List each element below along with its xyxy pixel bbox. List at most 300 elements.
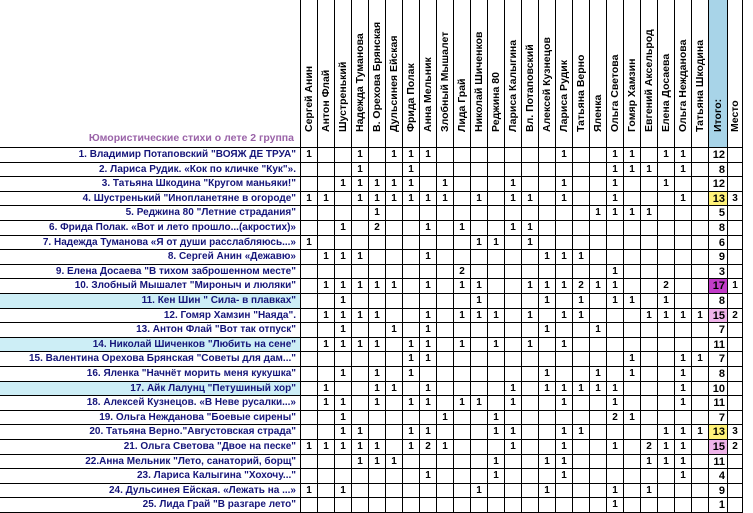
vote-cell[interactable]: 1 xyxy=(403,396,420,411)
vote-cell[interactable] xyxy=(437,265,454,280)
vote-cell[interactable] xyxy=(301,221,318,236)
vote-cell[interactable]: 1 xyxy=(573,250,590,265)
vote-cell[interactable] xyxy=(369,265,386,280)
vote-cell[interactable] xyxy=(658,352,675,367)
vote-cell[interactable] xyxy=(641,250,658,265)
vote-cell[interactable] xyxy=(454,163,471,178)
vote-cell[interactable]: 1 xyxy=(386,148,403,163)
place-cell[interactable] xyxy=(728,352,743,367)
vote-cell[interactable] xyxy=(590,192,607,207)
vote-cell[interactable] xyxy=(335,352,352,367)
vote-cell[interactable] xyxy=(386,367,403,382)
vote-cell[interactable]: 1 xyxy=(488,411,505,426)
vote-cell[interactable]: 1 xyxy=(624,163,641,178)
vote-cell[interactable] xyxy=(556,206,573,221)
vote-cell[interactable] xyxy=(675,294,692,309)
vote-cell[interactable] xyxy=(573,148,590,163)
vote-cell[interactable] xyxy=(573,469,590,484)
vote-cell[interactable]: 1 xyxy=(352,455,369,470)
vote-cell[interactable] xyxy=(471,265,488,280)
column-header[interactable] xyxy=(352,0,369,148)
vote-cell[interactable]: 1 xyxy=(386,455,403,470)
row-title[interactable]: 25. Лида Грай "В разгаре лето" xyxy=(0,498,301,513)
vote-cell[interactable] xyxy=(641,323,658,338)
vote-cell[interactable] xyxy=(352,469,369,484)
vote-cell[interactable]: 1 xyxy=(335,294,352,309)
vote-cell[interactable] xyxy=(539,352,556,367)
vote-cell[interactable] xyxy=(454,411,471,426)
vote-cell[interactable] xyxy=(403,484,420,499)
vote-cell[interactable] xyxy=(692,382,709,397)
vote-cell[interactable] xyxy=(692,294,709,309)
vote-cell[interactable]: 1 xyxy=(318,279,335,294)
vote-cell[interactable]: 1 xyxy=(556,309,573,324)
column-header[interactable] xyxy=(522,0,539,148)
vote-cell[interactable] xyxy=(454,455,471,470)
vote-cell[interactable]: 1 xyxy=(335,411,352,426)
vote-cell[interactable]: 1 xyxy=(420,309,437,324)
vote-cell[interactable] xyxy=(369,498,386,513)
vote-cell[interactable]: 1 xyxy=(352,192,369,207)
vote-cell[interactable]: 1 xyxy=(301,192,318,207)
total-cell[interactable]: 17 xyxy=(709,279,728,294)
vote-cell[interactable] xyxy=(301,455,318,470)
vote-cell[interactable] xyxy=(471,221,488,236)
vote-cell[interactable]: 1 xyxy=(301,236,318,251)
total-cell[interactable]: 8 xyxy=(709,294,728,309)
vote-cell[interactable] xyxy=(641,411,658,426)
vote-cell[interactable]: 1 xyxy=(607,484,624,499)
vote-cell[interactable] xyxy=(658,498,675,513)
vote-cell[interactable]: 1 xyxy=(607,265,624,280)
vote-cell[interactable] xyxy=(692,250,709,265)
vote-cell[interactable] xyxy=(505,338,522,353)
column-header[interactable] xyxy=(369,0,386,148)
place-cell[interactable] xyxy=(728,382,743,397)
vote-cell[interactable] xyxy=(505,484,522,499)
column-header[interactable] xyxy=(471,0,488,148)
vote-cell[interactable]: 1 xyxy=(556,396,573,411)
vote-cell[interactable]: 1 xyxy=(675,440,692,455)
vote-cell[interactable]: 1 xyxy=(539,367,556,382)
vote-cell[interactable] xyxy=(539,396,556,411)
vote-cell[interactable]: 1 xyxy=(403,425,420,440)
vote-cell[interactable] xyxy=(522,148,539,163)
vote-cell[interactable] xyxy=(692,192,709,207)
column-header[interactable] xyxy=(658,0,675,148)
vote-cell[interactable]: 1 xyxy=(335,367,352,382)
place-cell[interactable]: 2 xyxy=(728,309,743,324)
vote-cell[interactable] xyxy=(573,498,590,513)
vote-cell[interactable] xyxy=(539,338,556,353)
vote-cell[interactable]: 1 xyxy=(675,382,692,397)
vote-cell[interactable] xyxy=(522,352,539,367)
vote-cell[interactable] xyxy=(505,236,522,251)
vote-cell[interactable]: 1 xyxy=(539,250,556,265)
vote-cell[interactable]: 1 xyxy=(522,192,539,207)
total-cell[interactable]: 7 xyxy=(709,411,728,426)
vote-cell[interactable] xyxy=(573,177,590,192)
total-cell[interactable]: 8 xyxy=(709,367,728,382)
vote-cell[interactable]: 1 xyxy=(301,484,318,499)
vote-cell[interactable]: 1 xyxy=(352,309,369,324)
row-title[interactable]: 22.Анна Мельник "Лето, санаторий, борщ" xyxy=(0,455,301,470)
vote-cell[interactable] xyxy=(488,250,505,265)
vote-cell[interactable] xyxy=(437,294,454,309)
vote-cell[interactable]: 1 xyxy=(590,323,607,338)
vote-cell[interactable]: 1 xyxy=(420,338,437,353)
vote-cell[interactable]: 1 xyxy=(590,382,607,397)
vote-cell[interactable] xyxy=(590,221,607,236)
vote-cell[interactable] xyxy=(607,367,624,382)
vote-cell[interactable] xyxy=(335,236,352,251)
vote-cell[interactable]: 1 xyxy=(590,367,607,382)
vote-cell[interactable] xyxy=(590,163,607,178)
vote-cell[interactable] xyxy=(437,338,454,353)
vote-cell[interactable] xyxy=(420,294,437,309)
vote-cell[interactable] xyxy=(522,382,539,397)
vote-cell[interactable] xyxy=(437,469,454,484)
vote-cell[interactable]: 1 xyxy=(505,425,522,440)
vote-cell[interactable]: 1 xyxy=(437,177,454,192)
vote-cell[interactable] xyxy=(505,469,522,484)
vote-cell[interactable]: 1 xyxy=(386,279,403,294)
vote-cell[interactable]: 1 xyxy=(318,250,335,265)
vote-cell[interactable] xyxy=(386,352,403,367)
vote-cell[interactable] xyxy=(488,367,505,382)
vote-cell[interactable] xyxy=(352,382,369,397)
vote-cell[interactable] xyxy=(437,323,454,338)
vote-cell[interactable] xyxy=(641,279,658,294)
vote-cell[interactable] xyxy=(318,177,335,192)
total-cell[interactable]: 11 xyxy=(709,396,728,411)
vote-cell[interactable] xyxy=(471,382,488,397)
vote-cell[interactable] xyxy=(437,309,454,324)
vote-cell[interactable] xyxy=(369,236,386,251)
vote-cell[interactable] xyxy=(539,440,556,455)
total-cell[interactable]: 8 xyxy=(709,221,728,236)
vote-cell[interactable]: 1 xyxy=(556,192,573,207)
vote-cell[interactable]: 1 xyxy=(318,396,335,411)
vote-cell[interactable]: 1 xyxy=(607,396,624,411)
vote-cell[interactable] xyxy=(437,250,454,265)
vote-cell[interactable] xyxy=(420,484,437,499)
vote-cell[interactable] xyxy=(454,425,471,440)
vote-cell[interactable] xyxy=(692,323,709,338)
vote-cell[interactable] xyxy=(301,498,318,513)
vote-cell[interactable] xyxy=(539,206,556,221)
vote-cell[interactable]: 1 xyxy=(420,221,437,236)
vote-cell[interactable]: 1 xyxy=(590,206,607,221)
vote-cell[interactable]: 1 xyxy=(556,469,573,484)
vote-cell[interactable]: 1 xyxy=(352,279,369,294)
vote-cell[interactable] xyxy=(624,192,641,207)
vote-cell[interactable] xyxy=(318,469,335,484)
vote-cell[interactable] xyxy=(573,163,590,178)
vote-cell[interactable]: 1 xyxy=(403,338,420,353)
vote-cell[interactable] xyxy=(624,484,641,499)
vote-cell[interactable] xyxy=(369,323,386,338)
vote-cell[interactable] xyxy=(437,221,454,236)
column-header[interactable] xyxy=(590,0,607,148)
vote-cell[interactable]: 1 xyxy=(488,338,505,353)
vote-cell[interactable] xyxy=(488,265,505,280)
vote-cell[interactable] xyxy=(675,177,692,192)
vote-cell[interactable] xyxy=(318,323,335,338)
vote-cell[interactable]: 1 xyxy=(488,455,505,470)
vote-cell[interactable]: 1 xyxy=(522,221,539,236)
row-title[interactable]: 2. Лариса Рудик. «Кок по кличке "Кук"». xyxy=(0,163,301,178)
vote-cell[interactable] xyxy=(539,265,556,280)
vote-cell[interactable] xyxy=(454,367,471,382)
vote-cell[interactable]: 1 xyxy=(675,425,692,440)
column-header[interactable] xyxy=(301,0,318,148)
vote-cell[interactable] xyxy=(692,498,709,513)
vote-cell[interactable]: 1 xyxy=(573,309,590,324)
vote-cell[interactable] xyxy=(522,425,539,440)
vote-cell[interactable]: 1 xyxy=(437,440,454,455)
vote-cell[interactable] xyxy=(675,323,692,338)
vote-cell[interactable]: 1 xyxy=(607,382,624,397)
vote-cell[interactable]: 1 xyxy=(556,177,573,192)
vote-cell[interactable] xyxy=(590,352,607,367)
vote-cell[interactable]: 1 xyxy=(352,148,369,163)
vote-cell[interactable] xyxy=(420,163,437,178)
vote-cell[interactable] xyxy=(318,221,335,236)
vote-cell[interactable] xyxy=(607,425,624,440)
vote-cell[interactable] xyxy=(539,163,556,178)
vote-cell[interactable]: 1 xyxy=(318,338,335,353)
vote-cell[interactable]: 1 xyxy=(607,279,624,294)
vote-cell[interactable]: 1 xyxy=(556,382,573,397)
vote-cell[interactable] xyxy=(522,498,539,513)
vote-cell[interactable] xyxy=(522,469,539,484)
vote-cell[interactable]: 1 xyxy=(522,236,539,251)
vote-cell[interactable]: 1 xyxy=(641,484,658,499)
vote-cell[interactable] xyxy=(369,163,386,178)
total-cell[interactable]: 15 xyxy=(709,440,728,455)
vote-cell[interactable] xyxy=(624,323,641,338)
vote-cell[interactable] xyxy=(658,236,675,251)
vote-cell[interactable]: 1 xyxy=(607,148,624,163)
vote-cell[interactable] xyxy=(590,177,607,192)
place-cell[interactable] xyxy=(728,323,743,338)
vote-cell[interactable]: 1 xyxy=(658,148,675,163)
vote-cell[interactable] xyxy=(692,338,709,353)
vote-cell[interactable] xyxy=(522,396,539,411)
vote-cell[interactable]: 1 xyxy=(335,338,352,353)
vote-cell[interactable]: 1 xyxy=(624,148,641,163)
vote-cell[interactable] xyxy=(522,265,539,280)
total-cell[interactable]: 5 xyxy=(709,206,728,221)
vote-cell[interactable]: 1 xyxy=(318,309,335,324)
vote-cell[interactable] xyxy=(573,367,590,382)
vote-cell[interactable]: 1 xyxy=(335,221,352,236)
vote-cell[interactable] xyxy=(488,396,505,411)
vote-cell[interactable] xyxy=(539,221,556,236)
vote-cell[interactable] xyxy=(454,177,471,192)
column-header[interactable] xyxy=(624,0,641,148)
vote-cell[interactable] xyxy=(369,469,386,484)
vote-cell[interactable] xyxy=(301,425,318,440)
vote-cell[interactable]: 1 xyxy=(471,309,488,324)
total-header[interactable] xyxy=(709,0,728,148)
vote-cell[interactable]: 1 xyxy=(335,323,352,338)
vote-cell[interactable] xyxy=(556,498,573,513)
vote-cell[interactable]: 1 xyxy=(675,455,692,470)
vote-cell[interactable] xyxy=(675,236,692,251)
vote-cell[interactable]: 1 xyxy=(607,206,624,221)
vote-cell[interactable]: 1 xyxy=(539,455,556,470)
vote-cell[interactable]: 1 xyxy=(675,192,692,207)
vote-cell[interactable] xyxy=(403,294,420,309)
vote-cell[interactable]: 1 xyxy=(692,425,709,440)
vote-cell[interactable]: 1 xyxy=(369,279,386,294)
total-cell[interactable]: 9 xyxy=(709,484,728,499)
vote-cell[interactable] xyxy=(386,425,403,440)
vote-cell[interactable] xyxy=(590,236,607,251)
row-title[interactable]: 18. Алексей Кузнецов. «В Неве русалки...» xyxy=(0,396,301,411)
vote-cell[interactable]: 1 xyxy=(420,279,437,294)
vote-cell[interactable] xyxy=(420,236,437,251)
row-title[interactable]: 23. Лариса Калыгина "Хохочу..." xyxy=(0,469,301,484)
vote-cell[interactable] xyxy=(386,498,403,513)
vote-cell[interactable] xyxy=(692,367,709,382)
vote-cell[interactable] xyxy=(454,323,471,338)
column-header[interactable] xyxy=(318,0,335,148)
place-cell[interactable] xyxy=(728,498,743,513)
vote-cell[interactable] xyxy=(692,455,709,470)
vote-cell[interactable] xyxy=(641,265,658,280)
place-cell[interactable] xyxy=(728,469,743,484)
vote-cell[interactable] xyxy=(386,206,403,221)
vote-cell[interactable]: 1 xyxy=(335,177,352,192)
vote-cell[interactable] xyxy=(420,455,437,470)
vote-cell[interactable] xyxy=(556,163,573,178)
place-cell[interactable] xyxy=(728,148,743,163)
vote-cell[interactable]: 1 xyxy=(624,352,641,367)
vote-cell[interactable] xyxy=(318,294,335,309)
vote-cell[interactable] xyxy=(573,192,590,207)
vote-cell[interactable] xyxy=(488,382,505,397)
vote-cell[interactable]: 1 xyxy=(624,206,641,221)
total-cell[interactable]: 1 xyxy=(709,498,728,513)
place-cell[interactable] xyxy=(728,250,743,265)
vote-cell[interactable]: 1 xyxy=(386,177,403,192)
vote-cell[interactable] xyxy=(301,294,318,309)
column-header[interactable] xyxy=(556,0,573,148)
vote-cell[interactable] xyxy=(641,221,658,236)
vote-cell[interactable]: 2 xyxy=(658,279,675,294)
vote-cell[interactable] xyxy=(573,206,590,221)
vote-cell[interactable]: 1 xyxy=(675,352,692,367)
vote-cell[interactable] xyxy=(437,163,454,178)
vote-cell[interactable]: 1 xyxy=(335,440,352,455)
column-header[interactable] xyxy=(488,0,505,148)
vote-cell[interactable] xyxy=(301,352,318,367)
vote-cell[interactable] xyxy=(318,206,335,221)
vote-cell[interactable] xyxy=(403,236,420,251)
vote-cell[interactable]: 1 xyxy=(488,236,505,251)
vote-cell[interactable] xyxy=(420,498,437,513)
total-cell[interactable]: 13 xyxy=(709,425,728,440)
vote-cell[interactable]: 1 xyxy=(607,192,624,207)
vote-cell[interactable]: 1 xyxy=(403,352,420,367)
total-cell[interactable]: 7 xyxy=(709,323,728,338)
vote-cell[interactable]: 1 xyxy=(420,469,437,484)
vote-cell[interactable] xyxy=(624,382,641,397)
vote-cell[interactable] xyxy=(692,279,709,294)
vote-cell[interactable]: 1 xyxy=(369,206,386,221)
vote-cell[interactable] xyxy=(403,323,420,338)
vote-cell[interactable] xyxy=(369,148,386,163)
vote-cell[interactable] xyxy=(437,396,454,411)
vote-cell[interactable]: 1 xyxy=(505,396,522,411)
vote-cell[interactable] xyxy=(641,338,658,353)
vote-cell[interactable]: 1 xyxy=(675,469,692,484)
row-title[interactable]: 20. Татьяна Верно."Августовская страда" xyxy=(0,425,301,440)
vote-cell[interactable]: 1 xyxy=(573,382,590,397)
vote-cell[interactable] xyxy=(454,382,471,397)
vote-cell[interactable] xyxy=(641,236,658,251)
vote-cell[interactable] xyxy=(590,265,607,280)
vote-cell[interactable]: 1 xyxy=(369,192,386,207)
vote-cell[interactable]: 1 xyxy=(505,177,522,192)
vote-cell[interactable]: 1 xyxy=(624,294,641,309)
vote-cell[interactable]: 1 xyxy=(386,382,403,397)
vote-cell[interactable] xyxy=(420,206,437,221)
vote-cell[interactable]: 1 xyxy=(556,425,573,440)
vote-cell[interactable] xyxy=(658,484,675,499)
vote-cell[interactable]: 1 xyxy=(641,309,658,324)
vote-cell[interactable] xyxy=(386,469,403,484)
vote-cell[interactable] xyxy=(522,177,539,192)
vote-cell[interactable] xyxy=(403,309,420,324)
vote-cell[interactable] xyxy=(471,338,488,353)
place-cell[interactable] xyxy=(728,294,743,309)
vote-cell[interactable]: 1 xyxy=(471,236,488,251)
vote-cell[interactable] xyxy=(522,323,539,338)
vote-cell[interactable] xyxy=(335,455,352,470)
vote-cell[interactable]: 1 xyxy=(335,484,352,499)
vote-cell[interactable] xyxy=(641,498,658,513)
total-cell[interactable]: 3 xyxy=(709,265,728,280)
vote-cell[interactable] xyxy=(437,236,454,251)
vote-cell[interactable]: 1 xyxy=(658,177,675,192)
vote-cell[interactable] xyxy=(369,294,386,309)
vote-cell[interactable] xyxy=(437,484,454,499)
total-cell[interactable]: 7 xyxy=(709,352,728,367)
vote-cell[interactable]: 1 xyxy=(420,352,437,367)
vote-cell[interactable] xyxy=(352,498,369,513)
vote-cell[interactable] xyxy=(658,250,675,265)
total-cell[interactable]: 11 xyxy=(709,338,728,353)
vote-cell[interactable]: 1 xyxy=(556,148,573,163)
vote-cell[interactable] xyxy=(454,469,471,484)
column-header[interactable] xyxy=(675,0,692,148)
row-title[interactable]: 8. Сергей Анин «Дежавю» xyxy=(0,250,301,265)
vote-cell[interactable]: 1 xyxy=(539,382,556,397)
vote-cell[interactable]: 1 xyxy=(437,411,454,426)
vote-cell[interactable]: 1 xyxy=(505,440,522,455)
vote-cell[interactable] xyxy=(318,455,335,470)
vote-cell[interactable] xyxy=(301,411,318,426)
vote-cell[interactable] xyxy=(573,411,590,426)
vote-cell[interactable] xyxy=(352,367,369,382)
column-header[interactable] xyxy=(539,0,556,148)
vote-cell[interactable]: 1 xyxy=(675,367,692,382)
vote-cell[interactable] xyxy=(624,338,641,353)
